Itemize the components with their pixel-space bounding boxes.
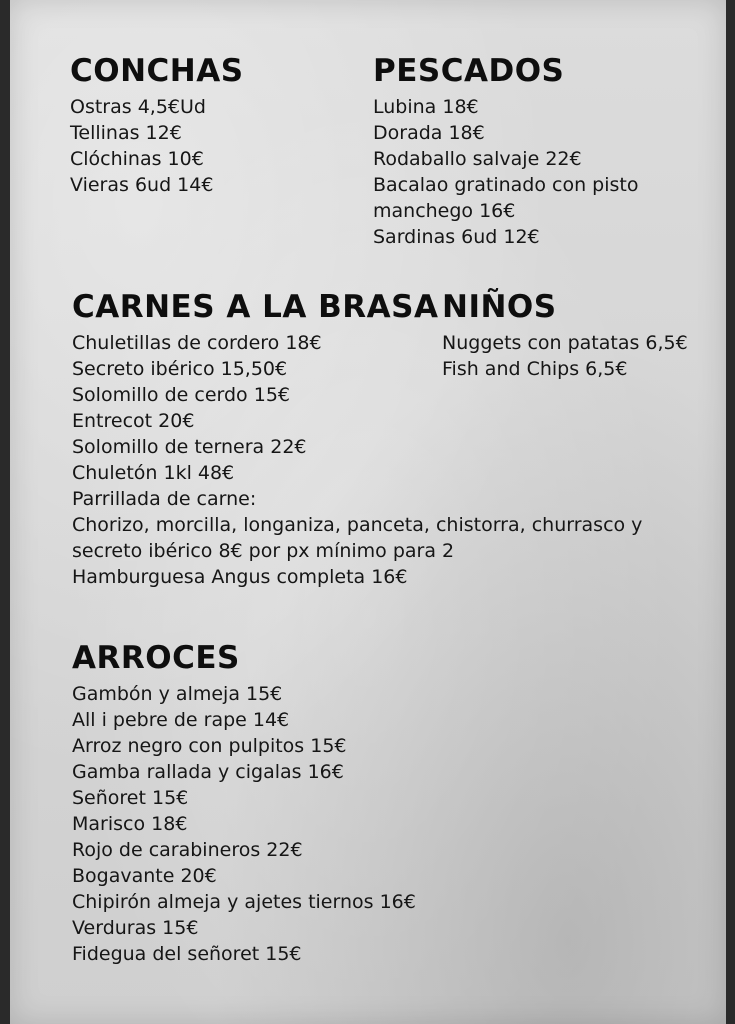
- menu-item: Señoret 15€: [72, 787, 189, 809]
- menu-item: Rojo de carabineros 22€: [72, 839, 303, 861]
- item-list: [442, 330, 732, 382]
- menu-item: All i pebre de rape 14€: [72, 709, 290, 731]
- menu-item: Fish and Chips 6,5€: [442, 358, 628, 380]
- menu-item: Chuletillas de cordero 18€: [72, 332, 322, 354]
- section-title: CARNES A LA BRASA: [72, 289, 439, 325]
- menu-item: Bogavante 20€: [72, 865, 217, 887]
- item-list: [72, 681, 672, 967]
- menu-item: Bacalao gratinado con pisto manchego 16€: [373, 174, 639, 222]
- menu-item: Entrecot 20€: [72, 410, 195, 432]
- menu-item: Marisco 18€: [72, 813, 188, 835]
- menu-item: Hamburguesa Angus completa 16€: [72, 566, 408, 588]
- menu-item: Lubina 18€: [373, 96, 479, 118]
- menu-item: Ostras 4,5€Ud: [70, 96, 206, 118]
- menu-item: Chuletón 1kl 48€: [72, 462, 235, 484]
- menu-item: Arroz negro con pulpitos 15€: [72, 735, 347, 757]
- menu-item: Clóchinas 10€: [70, 148, 204, 170]
- menu-item: Parrillada de carne:: [72, 488, 257, 510]
- section-conchas: [70, 52, 350, 198]
- section-arroces: [72, 639, 672, 967]
- section-title: PESCADOS: [373, 53, 565, 89]
- item-list: [70, 94, 350, 198]
- section-title: ARROCES: [72, 640, 240, 676]
- section-title: CONCHAS: [70, 53, 244, 89]
- menu-item: Secreto ibérico 15,50€: [72, 358, 288, 380]
- menu-item: Gambón y almeja 15€: [72, 683, 283, 705]
- menu-item: Gamba rallada y cigalas 16€: [72, 761, 344, 783]
- menu-item: Vieras 6ud 14€: [70, 174, 214, 196]
- menu-item: Tellinas 12€: [70, 122, 182, 144]
- section-title: NIÑOS: [442, 289, 557, 325]
- section-ninos: [442, 288, 732, 382]
- section-pescados: [373, 52, 703, 250]
- menu-item: Sardinas 6ud 12€: [373, 226, 540, 248]
- item-list: [373, 94, 703, 250]
- menu-item: Chorizo, morcilla, longaniza, panceta, chistorra, churrasco y secreto ibérico 8€ por px mínimo para 2: [72, 514, 643, 562]
- menu-item: Verduras 15€: [72, 917, 199, 939]
- menu-item: Solomillo de ternera 22€: [72, 436, 307, 458]
- menu-page: [10, 0, 726, 1024]
- menu-item: Chipirón almeja y ajetes tiernos 16€: [72, 891, 416, 913]
- menu-item: Nuggets con patatas 6,5€: [442, 332, 688, 354]
- menu-item: Rodaballo salvaje 22€: [373, 148, 582, 170]
- menu-item: Dorada 18€: [373, 122, 485, 144]
- menu-item: Fidegua del señoret 15€: [72, 943, 302, 965]
- menu-item: Solomillo de cerdo 15€: [72, 384, 290, 406]
